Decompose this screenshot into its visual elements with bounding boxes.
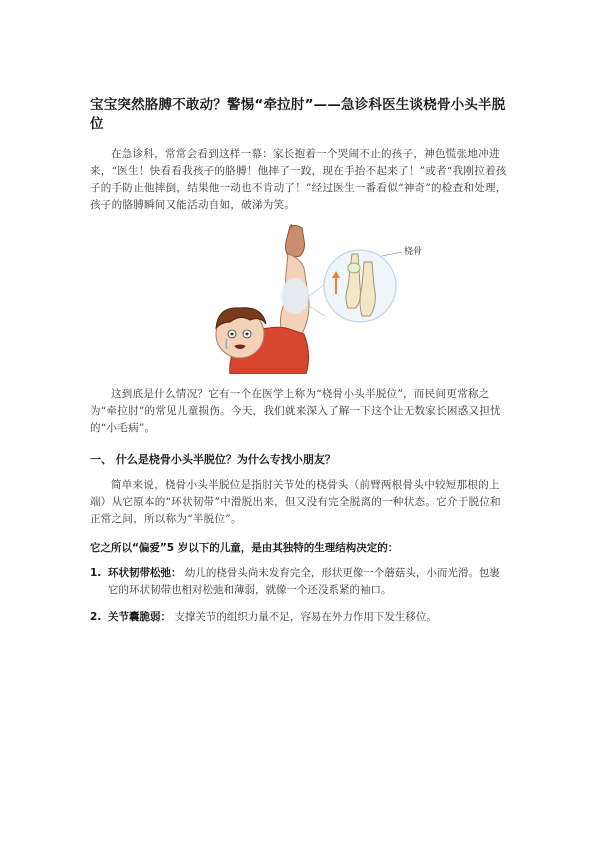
article-title: 宝宝突然胳膊不敢动？警惕“牵拉肘”——急诊科医生谈桡骨小头半脱位 [90,97,506,132]
reasons-list [90,565,510,626]
intro-paragraph: 在急诊科，常常会看到这样一幕：家长抱着一个哭闹不止的孩子，神色慌张地冲进来，“医生！快看看我孩子的胳膊！他摔了一跤，现在手抬不起来了！”或者“我刚拉着孩子的手防止他摔倒，结果他一动也不肯动了！”经过医生一番看似“神奇”的检查和处理，孩子的胳膊瞬间又能活动自如，破涕为笑。 [90,148,507,211]
list-item [90,565,510,599]
list-number: 1. [90,567,102,579]
paragraph-3: 简单来说，桡骨小头半脱位是指肘关节处的桡骨头（前臂两根骨头中较短那根的上端）从它原本的“环状韧带”中滑脱出来，但又没有完全脱离的一种状态。它介于脱位和正常之间，所以称为“半脱位”。 [90,479,501,525]
paragraph-2: 这到底是什么情况？它有一个在医学上称为“桡骨小头半脱位”，而民间更常称之为“牵拉肘”的常见儿童损伤。今天，我们就来深入了解一下这个让无数家长困惑又担忧的“小毛病”。 [90,388,501,434]
radius-label: 桡骨 [404,247,423,257]
illustration [90,224,510,374]
list-number: 2. [90,611,102,623]
lead-sentence: 它之所以“偏爱”5 岁以下的儿童，是由其独特的生理结构决定的： [90,542,399,554]
list-term: 环状韧带松弛： [108,567,182,579]
article [90,96,510,636]
list-text: 支撑关节的组织力量不足，容易在外力作用下发生移位。 [171,611,437,623]
list-text: 幼儿的桡骨头尚未发育完全，形状更像一个蘑菇头，小而光滑。包裹它的环状韧带也相对松弛和薄弱，就像一个还没系紧的袖口。 [108,567,500,596]
list-term: 关节囊脆弱： [108,611,171,623]
list-item [90,609,510,626]
section-heading-1: 一、 什么是桡骨小头半脱位？为什么专找小朋友？ [90,453,336,466]
child-arm-illustration [90,224,510,374]
